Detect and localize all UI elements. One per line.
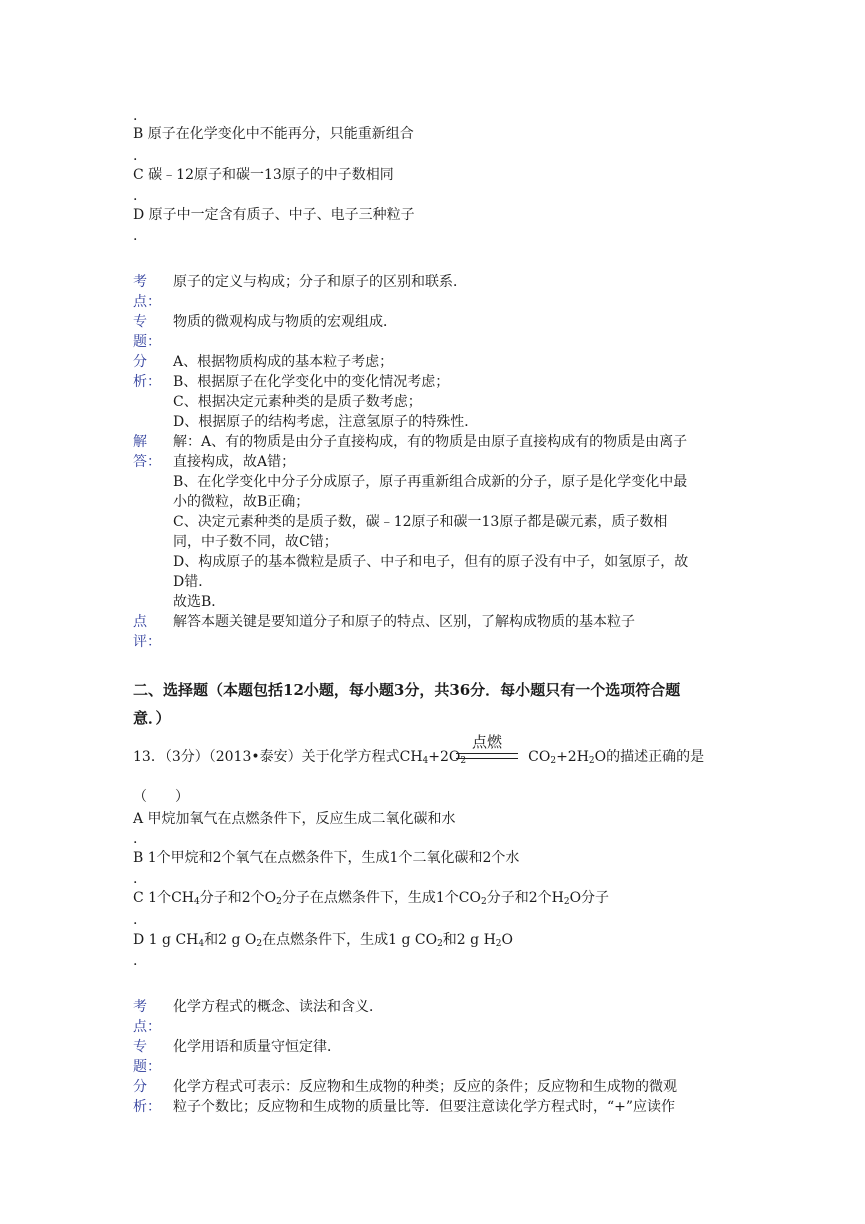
- fenxi-label-1: 分: [133, 1079, 147, 1095]
- q12-fenxi-line: C、根据决定元素种类的是质子数考虑；: [173, 394, 422, 410]
- q12-fenxi-line: A、根据物质构成的基本粒子考虑；: [173, 354, 394, 370]
- q12-option-b: B 原子在化学变化中不能再分，只能重新组合: [133, 126, 414, 142]
- option-dot: .: [133, 953, 138, 969]
- zhuanti-label-2: 题：: [133, 334, 161, 350]
- q12-option-c: C 碳﹣12原子和碳一13原子的中子数相同: [133, 167, 394, 183]
- q12-jieda-line: 故选B．: [173, 594, 226, 610]
- q12-jieda-line: D、构成原子的基本微粒是质子、中子和电子，但有的原子没有中子，如氢原子，故: [173, 554, 689, 570]
- option-dot: .: [133, 148, 138, 164]
- fenxi-label-2: 析：: [133, 374, 161, 390]
- q13-option-c: C 1个$CH_4$分子和2个$O_2$分子在点燃条件下，生成1个$CO_2$分子和2个$H_2O$分子: [133, 890, 610, 907]
- chemical-equation: $CH_4+2O_2$ $CO_2+2H_2O$: [399, 749, 607, 766]
- q13-fenxi-line: 化学方程式可表示：反应物和生成物的种类；反应的条件；反应物和生成物的微观: [173, 1079, 677, 1095]
- option-dot: .: [133, 912, 138, 928]
- option-dot: .: [133, 871, 138, 887]
- equation-arrow: [456, 753, 518, 759]
- q12-jieda-line: D错．: [173, 574, 213, 590]
- zhuanti-label-2: 题：: [133, 1059, 161, 1075]
- q13-option-d: D 1 g $CH_4$和2 g $O_2$在点燃条件下，生成1 g $CO_2$和2 g $H_2O$: [133, 932, 513, 949]
- kaodian-label-2: 点：: [133, 294, 161, 310]
- q12-dianping: 解答本题关键是要知道分子和原子的特点、区别，了解构成物质的基本粒子: [173, 614, 635, 630]
- section-title-line2: 意．）: [133, 709, 171, 727]
- q12-fenxi-line: B、根据原子在化学变化中的变化情况考虑；: [173, 374, 450, 390]
- kaodian-label-2: 点：: [133, 1019, 161, 1035]
- dianping-label-2: 评：: [133, 634, 161, 650]
- zhuanti-label-1: 专: [133, 1039, 147, 1055]
- kaodian-label-1: 考: [133, 274, 147, 290]
- q12-option-d: D 原子中一定含有质子、中子、电子三种粒子: [133, 207, 415, 223]
- q12-jieda-line: 直接构成，故A错；: [173, 454, 296, 470]
- q12-jieda-line: C、决定元素种类的是质子数，碳﹣12原子和碳一13原子都是碳元素，质子数相: [173, 514, 668, 530]
- q12-jieda-line: 解：A、有的物质是由分子直接构成，有的物质是由原子直接构成有的物质是由离子: [173, 434, 688, 450]
- q13-paren: （ ）: [133, 789, 189, 805]
- option-dot: .: [133, 188, 138, 204]
- kaodian-label-1: 考: [133, 999, 147, 1015]
- dianping-label-1: 点: [133, 614, 147, 630]
- q13-option-a: A 甲烷加氧气在点燃条件下，反应生成二氧化碳和水: [133, 811, 456, 827]
- q12-jieda-line: 同，中子数不同，故C错；: [173, 534, 338, 550]
- zhuanti-label-1: 专: [133, 314, 147, 330]
- q12-fenxi-line: D、根据原子的结构考虑，注意氢原子的特殊性．: [173, 414, 479, 430]
- q12-kaodian: 原子的定义与构成；分子和原子的区别和联系．: [173, 274, 467, 290]
- fenxi-label-1: 分: [133, 354, 147, 370]
- option-dot: .: [133, 228, 138, 244]
- q13-fenxi-line: 粒子个数比；反应物和生成物的质量比等．但要注意读化学方程式时，“+”应读作: [173, 1099, 676, 1115]
- q12-zhuanti: 物质的微观构成与物质的宏观组成．: [173, 314, 397, 330]
- q13-stem-prefix: 13．（3分）（2013•泰安）关于化学方程式: [133, 749, 400, 765]
- option-dot: .: [133, 108, 138, 124]
- q13-stem-suffix: 的描述正确的是: [606, 749, 705, 765]
- q12-jieda-line: B、在化学变化中分子分成原子，原子再重新组合成新的分子，原子是化学变化中最: [173, 474, 688, 490]
- section-title-line1: 二、选择题（本题包括12小题，每小题3分，共36分．每小题只有一个选项符合题: [133, 681, 681, 699]
- jieda-label-1: 解: [133, 434, 147, 450]
- option-dot: .: [133, 831, 138, 847]
- equation-condition: 点燃: [471, 733, 502, 751]
- q13-kaodian: 化学方程式的概念、读法和含义．: [173, 999, 383, 1015]
- q13-stem: [133, 747, 704, 771]
- jieda-label-2: 答：: [133, 454, 161, 470]
- q12-jieda-line: 小的微粒，故B正确；: [173, 494, 310, 510]
- q13-zhuanti: 化学用语和质量守恒定律．: [173, 1039, 341, 1055]
- fenxi-label-2: 析：: [133, 1099, 161, 1115]
- q13-option-b: B 1个甲烷和2个氧气在点燃条件下，生成1个二氧化碳和2个水: [133, 850, 520, 866]
